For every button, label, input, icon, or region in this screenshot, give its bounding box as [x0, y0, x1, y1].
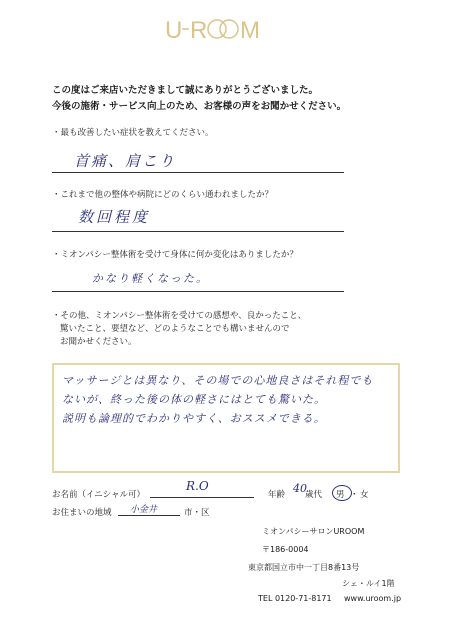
- area-value: 小金井: [130, 505, 158, 515]
- area-line: [118, 515, 180, 516]
- question-comments-line-2: 驚いたこと、要望など、どのようなことでも構いませんので: [60, 324, 290, 334]
- name-label: お名前（イニシャル可）: [52, 490, 145, 500]
- salon-tel: TEL 0120-71-8171: [258, 594, 332, 603]
- question-change: ・ミオンパシー整体術を受けて身体に何か変化はありましたか？: [52, 250, 298, 260]
- gender-male: 男: [336, 490, 345, 500]
- question-comments: [52, 310, 352, 349]
- question-comments-line-3: お聞かせください。: [60, 337, 137, 347]
- answer-comments: [62, 371, 396, 428]
- logo-r: R: [190, 17, 209, 45]
- logo-m: M: [240, 17, 261, 45]
- intro-line-2: 今後の施術・サービス向上のため、お客様の声をお聞かせください。: [52, 101, 347, 112]
- answer-visits: 数回程度: [78, 208, 151, 226]
- question-symptom: ・最も改善したい症状を教えてください。: [52, 128, 214, 138]
- question-comments-line-1: ・その他、ミオンパシー整体術を受けての感想や、良かったこと、: [52, 311, 307, 321]
- city-label: 市・区: [184, 508, 210, 518]
- age-value: 40: [293, 482, 307, 495]
- age-label: 年齢: [268, 490, 286, 500]
- name-line: [150, 497, 254, 498]
- answer-comments-line-2: ないが、終った後の体の軽さにはとても驚いた。: [62, 393, 326, 406]
- salon-building: シェ・ルイ1階: [342, 579, 395, 588]
- gender-female: 女: [360, 490, 369, 500]
- intro-line-1: この度はご来店いただきまして誠にありがとうございました。: [52, 85, 319, 96]
- logo-u: U: [165, 17, 184, 45]
- salon-name: ミオンパシーサロンUROOM: [262, 527, 365, 536]
- answer-comments-line-3: 説明も論理的でわかりやすく、おススメできる。: [62, 412, 326, 425]
- brand-logo: [0, 12, 450, 44]
- answer-symptom: 首痛、肩こり: [74, 152, 177, 170]
- salon-zip: 〒186-0004: [262, 545, 309, 554]
- answer-line-visits: [52, 231, 344, 232]
- name-value: R.O: [186, 479, 209, 493]
- uroom-logo-icon: [165, 14, 285, 44]
- answer-change: かなり軽くなった。: [92, 272, 209, 285]
- answer-line-symptom: [52, 172, 344, 173]
- intro-text: [52, 83, 412, 115]
- salon-address: 東京都国立市中一丁目8番13号: [248, 563, 360, 572]
- answer-comments-line-1: マッサージとは異なり、その場での心地良さはそれ程でも: [62, 374, 374, 387]
- age-unit: 歳代: [305, 490, 323, 500]
- salon-url[interactable]: www.uroom.jp: [344, 594, 402, 603]
- answer-line-change: [52, 291, 344, 292]
- gender-separator: ・: [350, 490, 359, 500]
- question-visits: ・これまで他の整体や病院にどのくらい通われましたか？: [52, 190, 274, 200]
- area-label: お住まいの地域: [52, 508, 112, 518]
